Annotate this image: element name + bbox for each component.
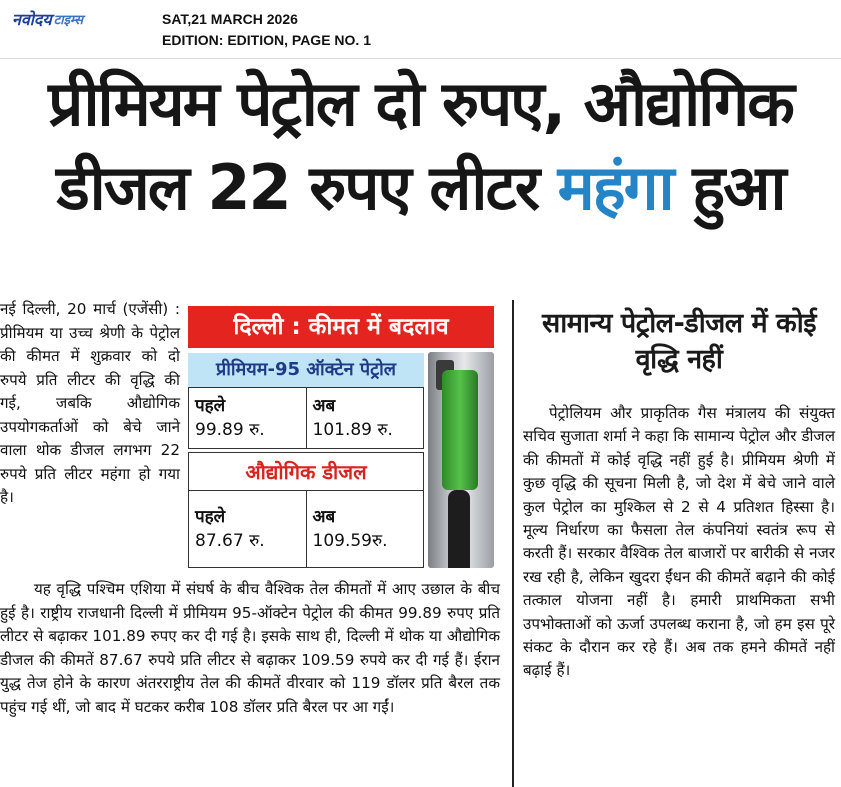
headline-line-1: प्रीमियम पेट्रोल दो रुपए, औद्योगिक [48,67,793,140]
column-divider [512,300,514,787]
sidebar-heading: सामान्य पेट्रोल-डीजल में कोई वृद्धि नहीं [541,308,817,375]
diesel-label: औद्योगिक डीजल [188,452,424,490]
headline-line-2 [0,146,841,230]
diesel-before-cell [189,491,306,567]
sidebar-body: पेट्रोलियम और प्राकृतिक गैस मंत्रालय की संयुक्त सचिव सुजाता शर्मा ने कहा कि सामान्य पेट्रोल और डीजल की कीमतों में कोई वृद्धि नहीं हुई है। प्रीमियम श्रेणी में कुछ वृद्धि की सूचना मिली है, जो देश में बेचे जाने वाले कुल पेट्रोल का मुश्किल से 2 से 4 प्रतिशत हिस्सा है। मूल्य निर्धारण का फैसला तेल कंपनियां स्वतंत्र रूप से करती हैं। सरकार वैश्विक तेल बाजारों पर बारीकी से नजर रख रही है, लेकिन खुदरा ईंधन की कीमतें बढ़ाने की कोई तत्काल योजना नहीं है। हमारी प्राथमिकता सभी उपभोक्ताओं को ऊर्जा उपलब्ध कराना है, जो हम इस पूरे संकट के दौरान कर रहे हैं। अब तक हमने कीमतें नहीं बढ़ाई हैं। [523,404,835,680]
logo-text-secondary: टाइम्स [53,13,84,28]
masthead-divider [0,58,841,59]
price-change-box [188,306,500,570]
diesel-price-row [188,490,424,568]
article-intro: नई दिल्ली, 20 मार्च (एजेंसी) : प्रीमियम या उच्च श्रेणी के पेट्रोल की कीमत में शुक्रवार को दो रुपये प्रति लीटर की वृद्धि की गई, जबकि औद्योगिक उपयोगकर्ताओं को बेचे जाने वाला थोक डीजल लगभग 22 रुपये प्रति लीटर महंगा हो गया है। [0,300,180,506]
petrol-after-label: अब [312,396,336,416]
fuel-nozzle-image [428,352,494,568]
petrol-before-value: 99.89 रु. [195,420,265,440]
newspaper-logo[interactable] [12,8,83,30]
headline-highlight: महंगा [557,151,673,224]
petrol-label: प्रीमियम-95 ऑक्टेन पेट्रोल [188,353,424,387]
nozzle-handle-shape [442,370,478,490]
price-box-title: दिल्ली : कीमत में बदलाव [188,306,494,348]
petrol-before-cell [189,388,306,448]
article-body: यह वृद्धि पश्चिम एशिया में संघर्ष के बीच वैश्विक तेल कीमतों में आए उछाल के बीच हुई है। राष्ट्रीय राजधानी दिल्ली में प्रीमियम 95-ऑक्टेन पेट्रोल की कीमत 99.89 रुपए प्रति लीटर से बढ़ाकर 101.89 रुपए कर दी गई है। इसके साथ ही, दिल्ली में थोक या औद्योगिक डीजल की कीमतें 87.67 रुपये प्रति लीटर से बढ़ाकर 109.59 रुपये कर दी गई हैं। ईरान युद्ध तेज होने के कारण अंतरराष्ट्रीय तेल की कीमतें वीरवार को 119 डॉलर प्रति बैरल तक पहुंच गई थीं, जो बाद में घटकर करीब 108 डॉलर प्रति बैरल पर आ गईं। [0,580,500,716]
diesel-after-label: अब [312,507,336,527]
edition-page: EDITION: EDITION, PAGE NO. 1 [162,32,371,48]
petrol-before-label: पहले [195,396,226,416]
petrol-after-cell [306,388,424,448]
headline-line-2-end: हुआ [672,151,785,224]
issue-date: SAT,21 MARCH 2026 [162,11,298,27]
fuel-hose-shape [448,490,470,568]
petrol-after-value: 101.89 रु. [312,420,393,440]
diesel-before-label: पहले [195,507,226,527]
diesel-after-value: 109.59रु. [312,531,388,551]
logo-text-primary: नवोदय [12,10,52,29]
page-headline [0,62,841,230]
diesel-after-cell [306,491,424,567]
headline-line-2-start: डीजल 22 रुपए लीटर [56,151,558,224]
petrol-price-row [188,387,424,449]
masthead [0,0,841,58]
diesel-before-value: 87.67 रु. [195,531,265,551]
edition-info [162,9,371,51]
